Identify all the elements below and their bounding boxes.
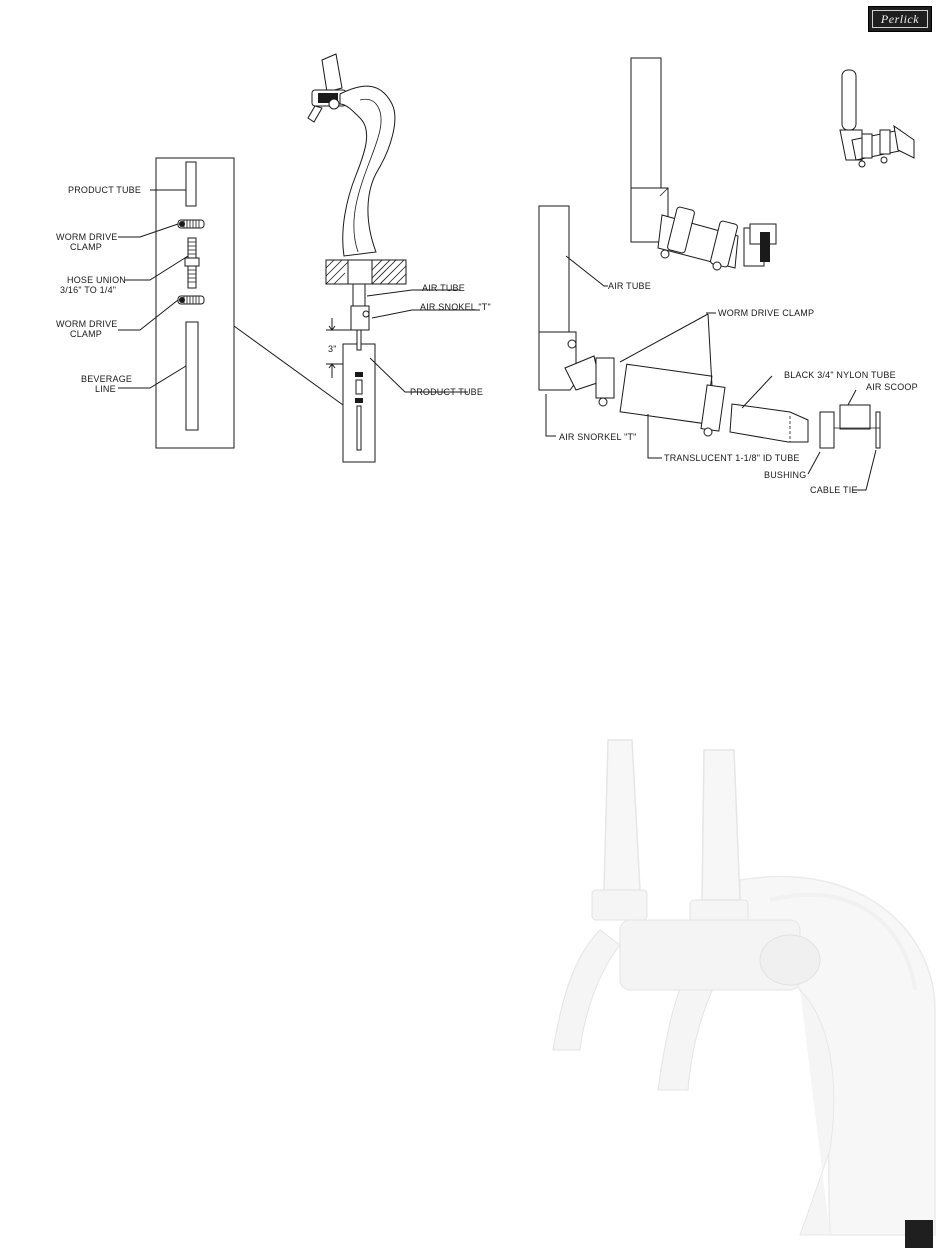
spout-part: [308, 106, 322, 122]
isometric-thumbnail: [840, 70, 914, 167]
faucet-background-image: [553, 740, 935, 1235]
label-bushing: BUSHING: [764, 470, 807, 480]
worm-clamp-part-2: [178, 296, 204, 304]
beverage-line-part: [186, 322, 198, 430]
label-air-tube-center: AIR TUBE: [422, 283, 465, 293]
label-hose-union-a: HOSE UNION: [67, 275, 127, 285]
label-worm-drive-clamp-right: WORM DRIVE CLAMP: [718, 308, 815, 318]
label-dimension-3in: 3": [328, 344, 337, 354]
label-hose-union-b: 3/16" TO 1/4": [60, 285, 117, 295]
bushing-part: [820, 412, 834, 448]
air-snorkel-t-part: [351, 306, 369, 330]
label-air-scoop: AIR SCOOP: [866, 382, 918, 392]
label-product-tube: PRODUCT TUBE: [68, 185, 142, 195]
center-diagram: [308, 54, 491, 462]
panel-connector-line: [234, 326, 343, 405]
upper-right-assembly: [631, 58, 776, 270]
page-corner-marker: [905, 1220, 933, 1248]
tower-body-part: [340, 86, 395, 256]
label-product-tube-center: PRODUCT TUBE: [410, 387, 484, 397]
worm-clamp-right-1: [596, 358, 614, 398]
cable-tie-part: [876, 412, 880, 448]
label-worm-drive-clamp-2b: CLAMP: [70, 329, 103, 339]
air-scoop-part: [840, 405, 870, 429]
worm-clamp-part-1: [178, 220, 204, 228]
air-tube-part: [353, 284, 365, 306]
translucent-tube-part: [620, 364, 712, 424]
label-air-snorkel-t-center: AIR SNOKEL "T": [420, 302, 491, 312]
nylon-tube-part: [730, 404, 808, 442]
product-tube-part: [186, 162, 196, 206]
label-worm-drive-clamp-2a: WORM DRIVE: [56, 319, 118, 329]
left-diagram: [56, 158, 343, 448]
air-tube-part-right: [539, 206, 569, 332]
label-air-snorkel-t-right: AIR SNORKEL "T": [559, 432, 637, 442]
label-air-tube-right: AIR TUBE: [608, 281, 651, 291]
label-worm-drive-clamp-1a: WORM DRIVE: [56, 232, 118, 242]
label-black-nylon-tube: BLACK 3/4" NYLON TUBE: [784, 370, 896, 380]
label-beverage-line-b: LINE: [95, 384, 116, 394]
tap-handle-part: [322, 54, 342, 92]
label-translucent-tube: TRANSLUCENT 1-1/8" ID TUBE: [664, 453, 800, 463]
label-cable-tie: CABLE TIE: [810, 485, 858, 495]
label-beverage-line-a: BEVERAGE: [81, 374, 133, 384]
label-worm-drive-clamp-1b: CLAMP: [70, 242, 103, 252]
mounting-block-part: [326, 260, 406, 284]
logo-text: Perlick: [872, 10, 928, 28]
